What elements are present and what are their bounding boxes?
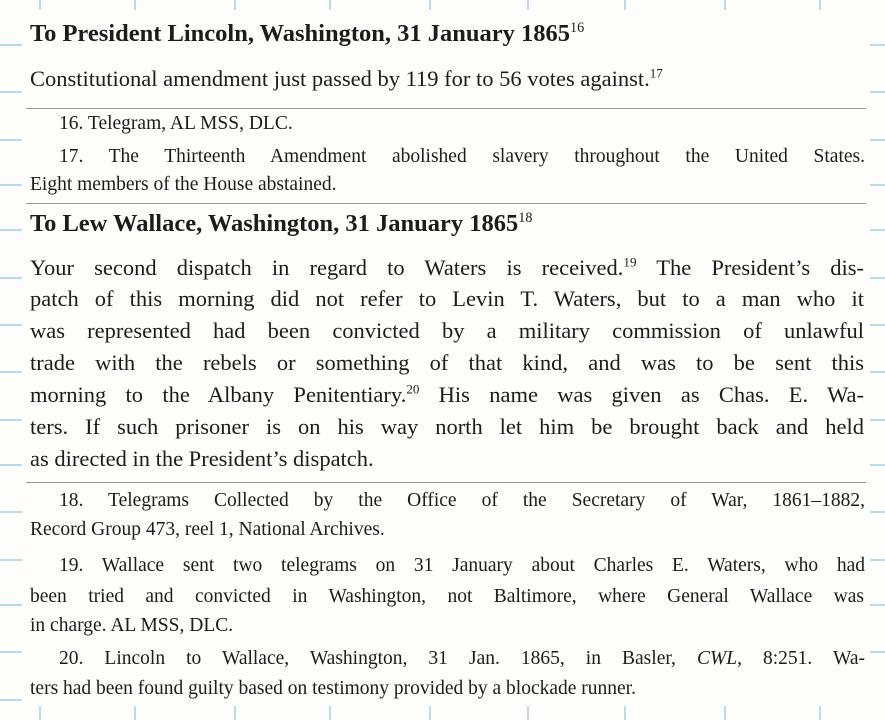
footnote-line: in charge. AL MSS, DLC. — [30, 615, 234, 636]
section-divider — [26, 482, 866, 483]
footnote-line: 20. Lincoln to Wallace, Washington, 31 Jan. 1865, in Basler, CWL, 8:251. Wa- — [59, 648, 865, 669]
letter-body-line: trade with the rebels or something of that kind, and was to be sent this — [30, 350, 864, 375]
footnote-line: Record Group 473, reel 1, National Archives. — [30, 519, 385, 540]
footnote-line: Eight members of the House abstained. — [30, 174, 337, 195]
letter-body-line: Constitutional amendment just passed by 119 for to 56 votes against.$^{17}$ — [30, 65, 663, 91]
letter-body-line: patch of this morning did not refer to Levin T. Waters, but to a man who it — [30, 286, 864, 311]
italic-citation: CWL, — [696, 648, 742, 669]
letter-body-line: as directed in the President’s dispatch. — [30, 446, 374, 471]
footnote-line: 16. Telegram, AL MSS, DLC. — [59, 113, 293, 134]
letter-body-line: was represented had been convicted by a military commission of unlawful — [30, 318, 864, 343]
letter-body-line: morning to the Albany Penitentiary.$^{20}$ His name was given as Chas. E. Wa- — [30, 381, 864, 407]
footnote-ref: 20 — [406, 381, 420, 397]
section-divider — [26, 108, 866, 109]
footnote-line: been tried and convicted in Washington, not Baltimore, where General Wallace was — [30, 586, 864, 607]
footnote-line: 17. The Thirteenth Amendment abolished slavery throughout the United States. — [59, 146, 865, 167]
letter-body-line: ters. If such prisoner is on his way north let him be brought back and held — [30, 414, 864, 439]
footnote-line: 18. Telegrams Collected by the Office of the Secretary of War, 1861–1882, — [59, 490, 865, 511]
footnote-ref: 18 — [518, 209, 533, 226]
section-divider — [26, 203, 866, 204]
footnote-ref: 16 — [570, 19, 585, 36]
letter-heading: To Lew Wallace, Washington, 31 January 1865$^{18}$ — [30, 209, 533, 237]
footnote-ref: 19 — [623, 254, 637, 270]
letter-heading: To President Lincoln, Washington, 31 January 1865$^{16}$ — [30, 19, 585, 47]
footnote-line: 19. Wallace sent two telegrams on 31 January about Charles E. Waters, who had — [59, 555, 865, 576]
letter-body-line: Your second dispatch in regard to Waters is received.$^{19}$ The President’s dis- — [30, 254, 864, 280]
footnote-line: ters had been found guilty based on testimony provided by a blockade runner. — [30, 678, 636, 699]
footnote-ref: 17 — [649, 65, 663, 81]
